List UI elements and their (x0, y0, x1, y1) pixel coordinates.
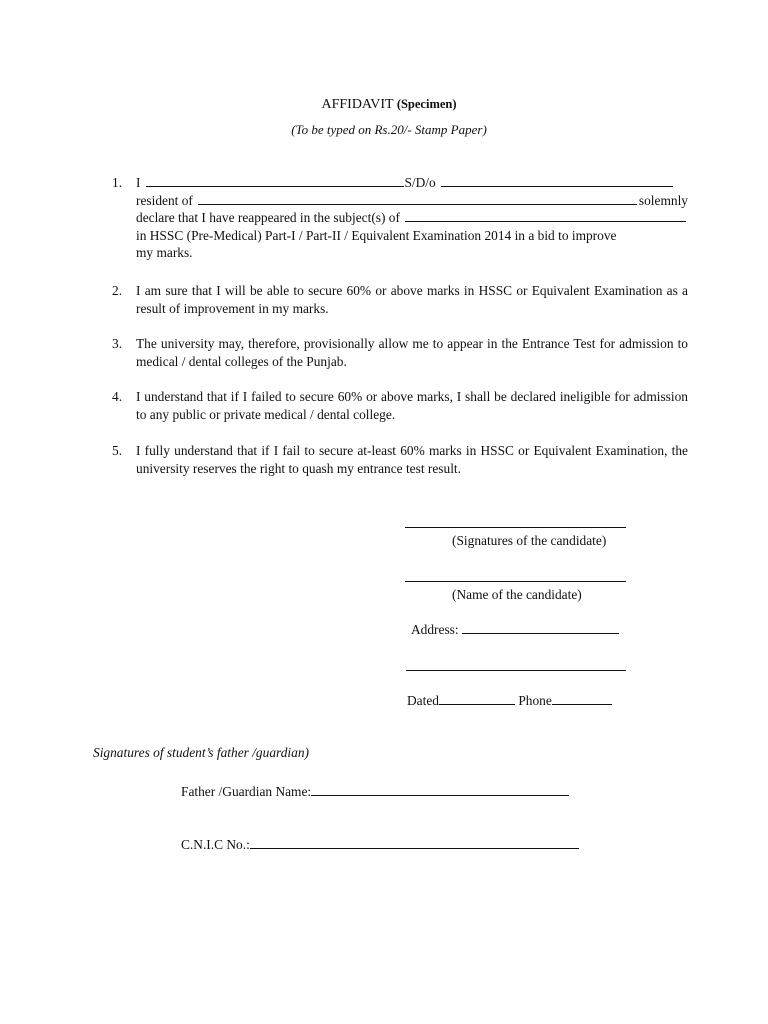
clause-1-line-2 (136, 192, 688, 210)
document-subtitle: (To be typed on Rs.20/- Stamp Paper) (291, 122, 487, 137)
clause-5-text: I fully understand that if I fail to secure at-least 60% marks in HSSC or Equivalent Examination, the university reserves the right to quash my entrance test result. (136, 443, 688, 476)
phone-label: Phone (518, 693, 552, 708)
clause-1-line2-suffix: solemnly (638, 192, 688, 208)
guardian-heading: Signatures of student’s father /guardian) (93, 745, 309, 760)
cnic-blank[interactable] (250, 836, 579, 849)
document-title (0, 96, 768, 114)
candidate-signature-caption: (Signatures of the candidate) (452, 533, 607, 548)
guardian-name-label: Father /Guardian Name: (181, 784, 312, 799)
cnic-row (181, 836, 579, 854)
title-main: AFFIDAVIT (321, 97, 394, 112)
dated-label: Dated (407, 693, 439, 708)
clause-2-text: I am sure that I will be able to secure 60% or above marks in HSSC or Equivalent Examination as a result of improvement in my marks. (136, 283, 688, 316)
clause-1-line1-middle: S/D/o (404, 175, 436, 190)
candidate-name-caption: (Name of the candidate) (452, 587, 582, 602)
clause-1-line2-prefix: resident of (136, 192, 193, 208)
clause-4-text: I understand that if I failed to secure 60% or above marks, I shall be declared ineligible for admission to any public or private medical / dental college. (136, 389, 688, 422)
parent-name-blank[interactable] (441, 174, 673, 187)
address-blank[interactable] (462, 621, 619, 634)
phone-blank[interactable] (552, 692, 612, 705)
clause-1-number: 1. (112, 175, 123, 190)
clause-1-line-4: in HSSC (Pre-Medical) Part-I / Part-II / Equivalent Examination 2014 in a bid to improve (136, 227, 617, 243)
candidate-signature-line[interactable] (405, 527, 626, 528)
clause-3-number: 3. (112, 336, 123, 351)
clause-1-line1-prefix: I (136, 175, 141, 190)
title-note: (Specimen) (396, 97, 457, 111)
clause-3-text: The university may, therefore, provisionally allow me to appear in the Entrance Test for admission to medical / dental colleges of the Punjab. (136, 336, 688, 369)
residence-blank[interactable] (198, 193, 637, 205)
clause-4-number: 4. (112, 389, 123, 404)
candidate-name-line[interactable] (405, 581, 626, 582)
address-line-2[interactable] (406, 670, 626, 671)
dated-phone-row (407, 692, 612, 710)
guardian-name-row (181, 783, 569, 801)
clause-1-line-3 (136, 209, 688, 227)
clause-1-line-5: my marks. (136, 245, 193, 261)
clause-1-line3-prefix: declare that I have reappeared in the subject(s) of (136, 210, 400, 226)
address-row (411, 621, 619, 639)
clause-2-number: 2. (112, 283, 123, 298)
clause-1 (136, 174, 688, 262)
subjects-blank[interactable] (405, 210, 686, 222)
clause-5-number: 5. (112, 443, 123, 458)
address-label: Address: (411, 622, 459, 637)
name-blank[interactable] (146, 174, 404, 187)
cnic-label: C.N.I.C No.: (181, 837, 250, 852)
dated-blank[interactable] (439, 692, 515, 705)
guardian-name-blank[interactable] (311, 783, 569, 796)
clause-1-line-1 (136, 174, 688, 192)
